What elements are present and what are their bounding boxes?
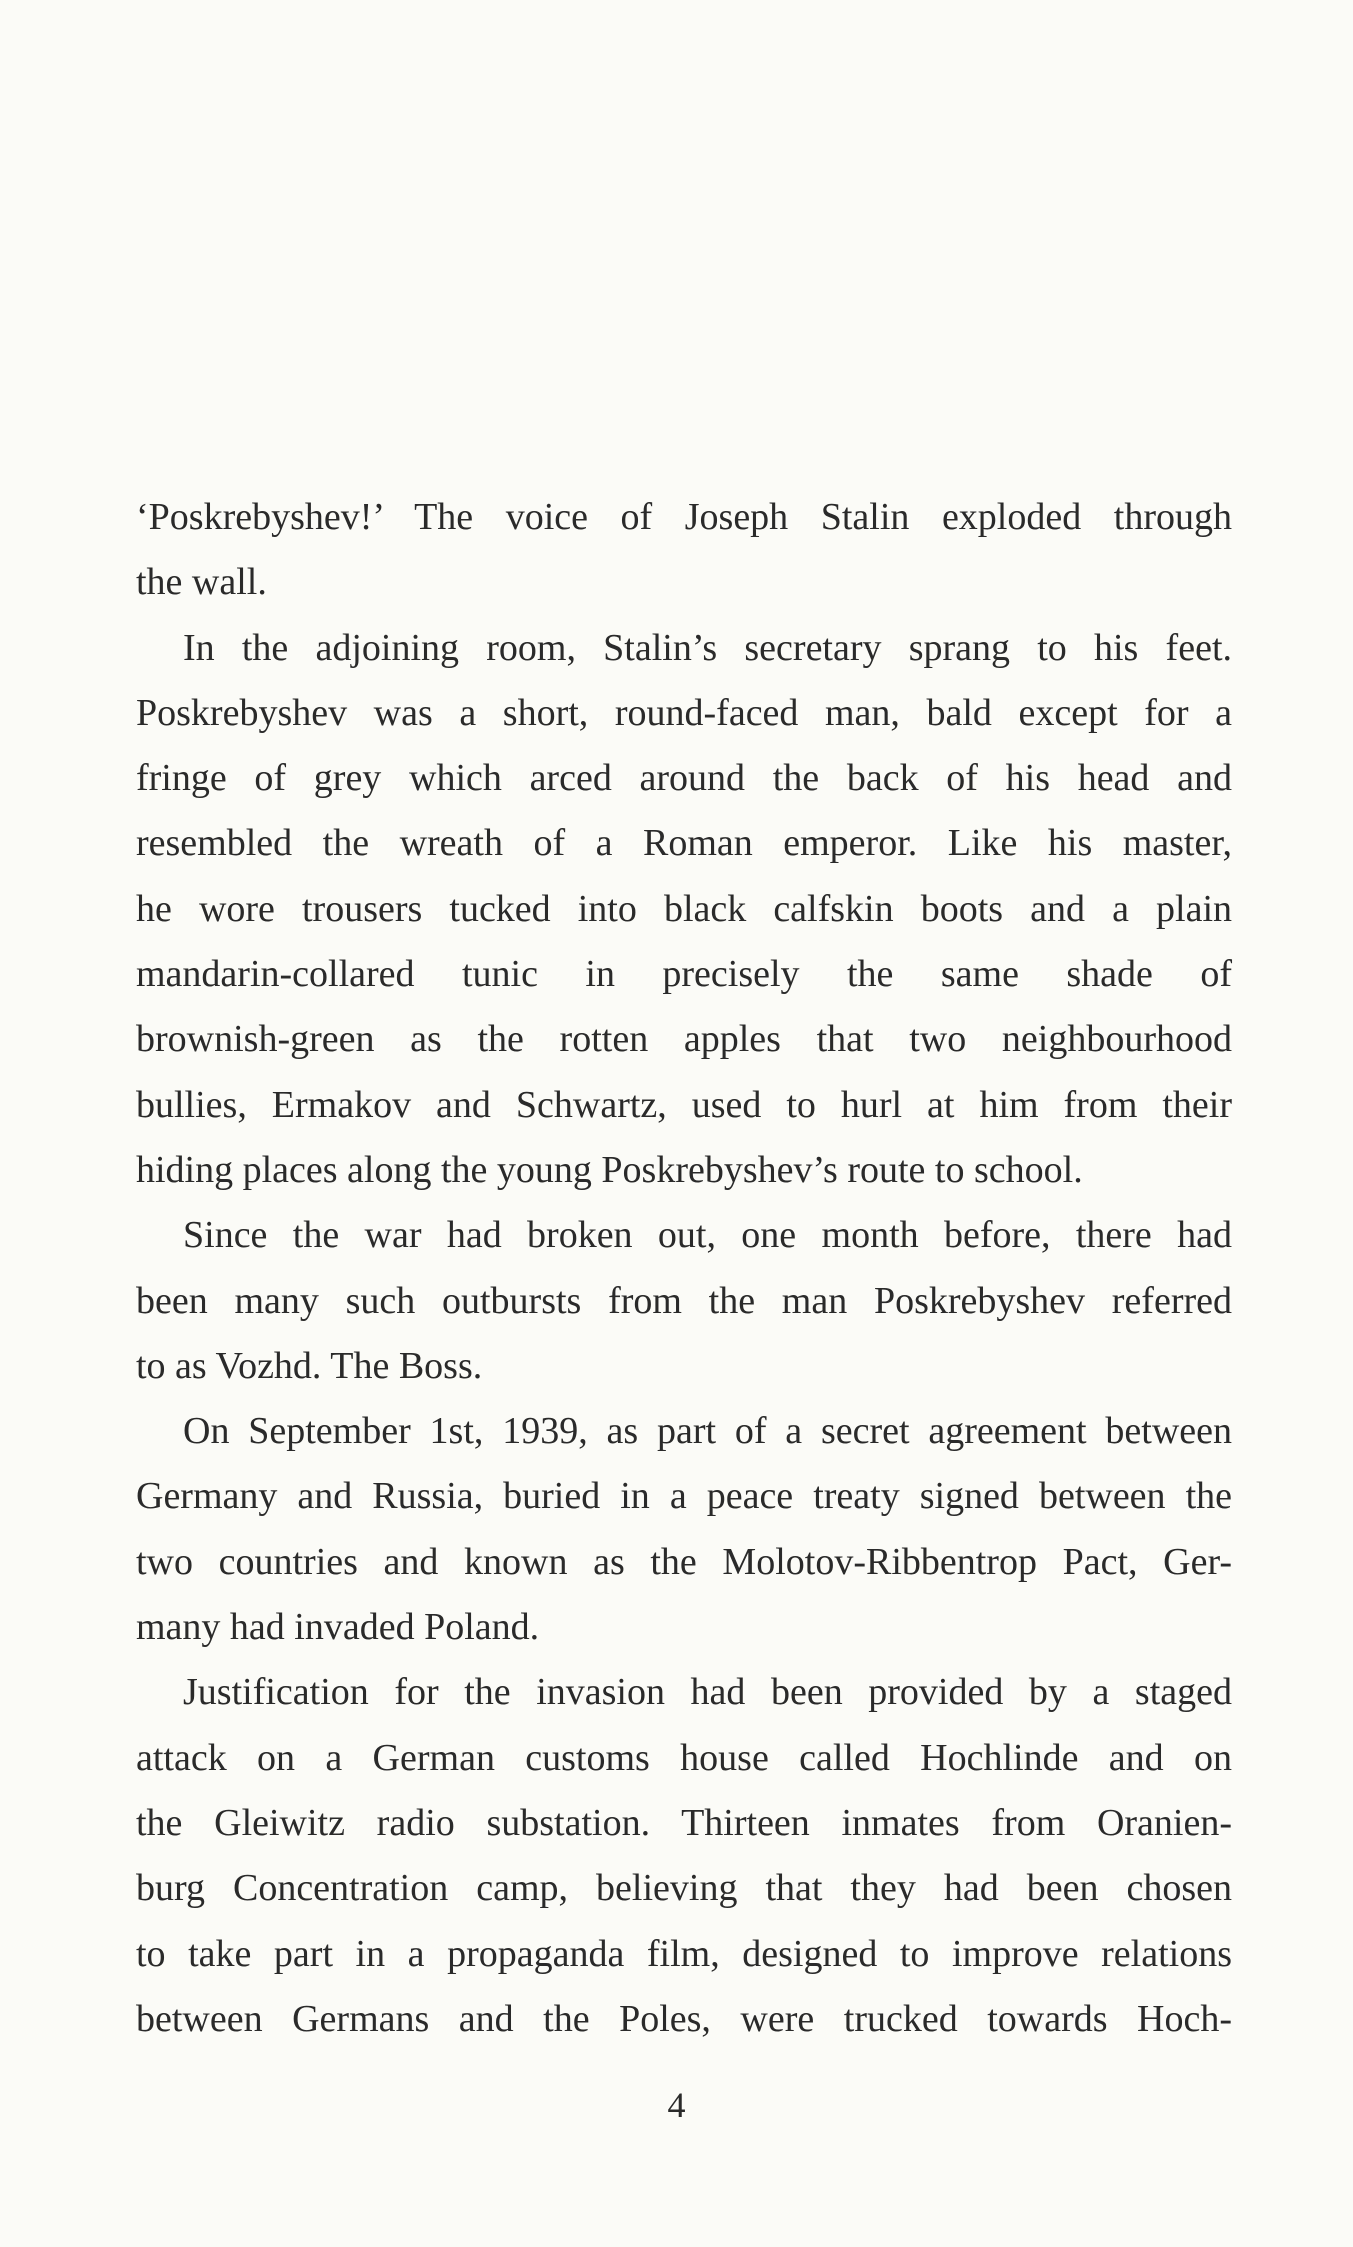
text-line: Justification for the invasion had been provided by a staged [183,1671,1232,1714]
text-line: many had invaded Poland. [136,1606,540,1649]
text-line: On September 1st, 1939, as part of a secret agreement between [183,1410,1232,1453]
text-line: between Germans and the Poles, were trucked towards Hoch- [136,1997,1232,2040]
text-line: to as Vozhd. The Boss. [136,1344,483,1387]
page-number: 4 [667,2085,686,2125]
text-line: been many such outbursts from the man Poskrebyshev referred [136,1279,1232,1322]
text-line: the wall. [136,561,267,604]
text-line: mandarin-collared tunic in precisely the same shade of [136,953,1232,996]
text-line: he wore trousers tucked into black calfskin boots and a plain [136,887,1232,930]
paragraph-4 [136,1399,1232,1660]
text-line: ‘Poskrebyshev!’ The voice of Joseph Stalin exploded through [136,496,1232,538]
text-line: Poskrebyshev was a short, round-faced man, bald except for a [136,691,1232,734]
text-line: Germany and Russia, buried in a peace treaty signed between the [136,1475,1232,1518]
text-line: fringe of grey which arced around the back of his head and [136,757,1232,800]
body-text [136,485,1232,2052]
text-line: two countries and known as the Molotov-Ribbentrop Pact, Ger- [136,1540,1232,1583]
text-line: In the adjoining room, Stalin’s secretary sprang to his feet. [183,626,1232,669]
text-line: bullies, Ermakov and Schwartz, used to hurl at him from their [136,1083,1232,1126]
text-line: burg Concentration camp, believing that they had been chosen [136,1867,1232,1910]
text-line: the Gleiwitz radio substation. Thirteen inmates from Oranien- [136,1801,1232,1844]
text-line: resembled the wreath of a Roman emperor. Like his master, [136,822,1232,865]
paragraph-3 [136,1203,1232,1399]
paragraph-2 [136,616,1232,1204]
text-line: Since the war had broken out, one month before, there had [183,1214,1232,1257]
text-line: brownish-green as the rotten apples that two neighbourhood [136,1018,1232,1061]
text-line: hiding places along the young Poskrebyshev’s route to school. [136,1148,1083,1191]
text-line: attack on a German customs house called Hochlinde and on [136,1736,1232,1779]
paragraph-1 [136,485,1232,616]
paragraph-5 [136,1660,1232,2052]
text-line: to take part in a propaganda film, designed to improve relations [136,1932,1232,1975]
